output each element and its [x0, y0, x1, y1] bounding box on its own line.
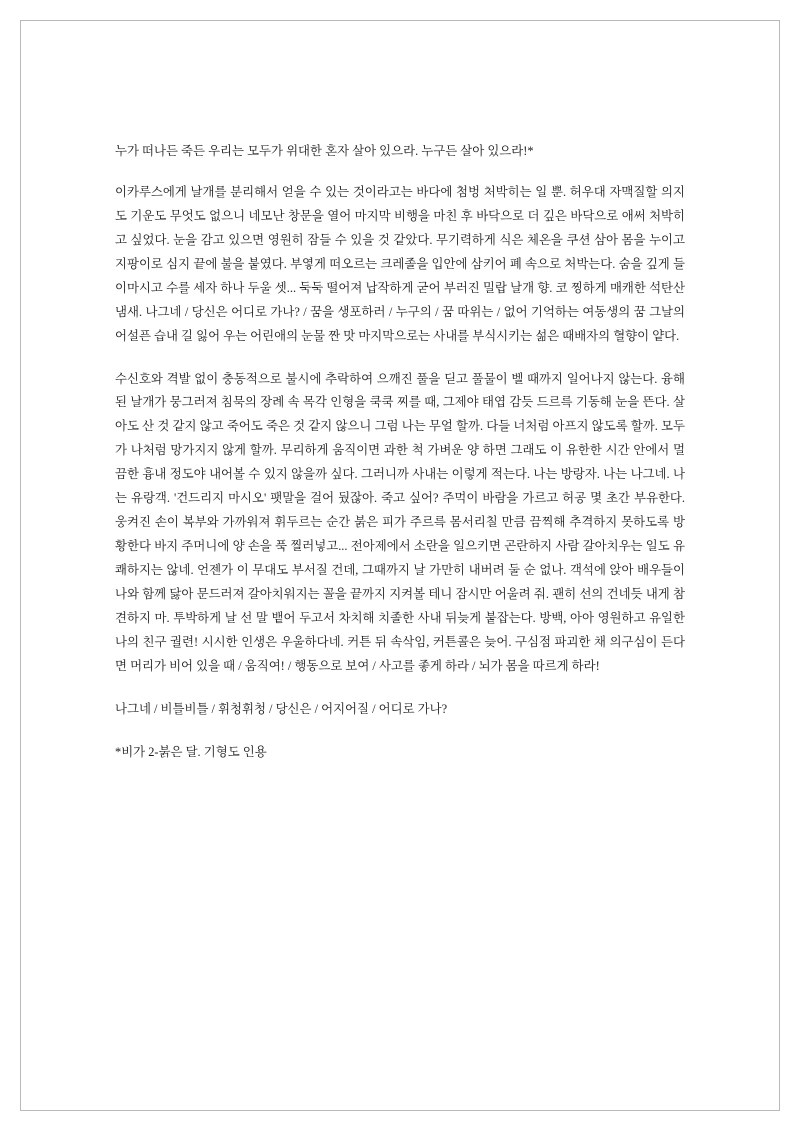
paragraph-footnote: *비가 2-붉은 달. 기형도 인용 [115, 744, 267, 759]
paragraph-1: 이카루스에게 날개를 분리해서 얻을 수 있는 것이라고는 바다에 첨벙 처박히는 일 뿐. 허우대 자맥질할 의지도 기운도 무엇도 없으니 네모난 창문을 열어 마지막 비행을 마친 후 바닥으로 더 깊은 바닥으로 애써 처박히고 싶었다. 눈을 감고 있으면 영원히 잠들 수 있을 것 같았다. 무기력하게 식은 체온을 쿠션 삼아 몸을 누이고 지팡이로 심지 끝에 불을 붙였다. 부옇게 떠오르는 크레졸을 입안에 삼키어 폐 속으로 처박는다. 숨을 깊게 들이마시고 수를 세자 하나 두울 셋... 둑둑 떨어져 납작하게 굳어 부러진 밀랍 날개 향. 코 찡하게 매캐한 석탄산 냄새. 나그네 / 당신은 어디로 가나? / 꿈을 생포하러 / 누구의 / 꿈 따위는 / 없어 기억하는 여동생의 꿈 그날의 어설픈 습내 길 잃어 우는 어린애의 눈물 짠 맛 마지막으로는 사내를 부식시키는 섦은 때배자의 혈향이 얕다. [115, 184, 685, 343]
paragraph-opening: 누가 떠나든 죽든 우리는 모두가 위대한 혼자 살아 있으라. 누구든 살아 있으라!* [115, 144, 534, 158]
paragraph-refrain: 나그네 / 비틀비틀 / 휘청휘청 / 당신은 / 어지어질 / 어디로 가나? [115, 701, 448, 716]
paragraph-2: 수신호와 격발 없이 충동적으로 불시에 추락하여 으깨진 풀을 딛고 풀물이 벨 때까지 일어나지 않는다. 융해된 날개가 뭉그러져 침묵의 장례 속 목각 인형을 쿡쿡 찌를 때, 그제야 태엽 감듯 드르륵 기동해 눈을 뜬다. 살아도 산 것 같지 않고 죽어도 죽은 것 같지 않으니 그럼 나는 무얼 할까. 다들 너처럼 아프지 않도록 할까. 모두가 나처럼 망가지지 않게 할까. 무리하게 움직이면 과한 척 가벼운 양 하면 그래도 이 유한한 시간 안에서 멀끔한 흉내 정도야 내어볼 수 있지 않을까 싶다. 그러니까 사내는 이렇게 적는다. 나는 방랑자. 나는 나그네. 나는 유랑객. '건드리지 마시오' 팻말을 걸어 뒀잖아. 죽고 싶어? 주먹이 바람을 가르고 허공 몇 초간 부유한다. 웅켜진 손이 복부와 가까워져 휘두르는 순간 붉은 피가 주르륵 몸서리칠 만큼 끔찍해 추격하지 못하도록 방황한다 바지 주머니에 양 손을 푹 찔러넣고... 전아제에서 소란을 일으키면 곤란하지 사람 갈아치우는 일도 유쾌하지는 않네. 언젠가 이 무대도 부서질 건데, 그때까지 날 가만히 내버려 둘 순 없나. 객석에 앉아 배우들이 나와 함께 닳아 문드러져 갈아치워지는 꼴을 끝까지 지켜볼 테니 잠시만 어울려 줘. 괜히 선의 건네듯 내게 참견하지 마. 투박하게 날 선 말 뱉어 두고서 차치해 치졸한 사내 뒤늦게 붙잡는다. 방백, 아아 영원하고 유일한 나의 친구 궐련! 시시한 인생은 우울하다네. 커튼 뒤 속삭임, 커튼콜은 늦어. 구심점 파괴한 채 의구심이 든다면 머리가 비어 있을 때 / 움직여! / 행동으로 보여 / 사고를 좋게 하라 / 뇌가 몸을 따르게 하라! [115, 371, 685, 673]
document-body [115, 140, 685, 765]
